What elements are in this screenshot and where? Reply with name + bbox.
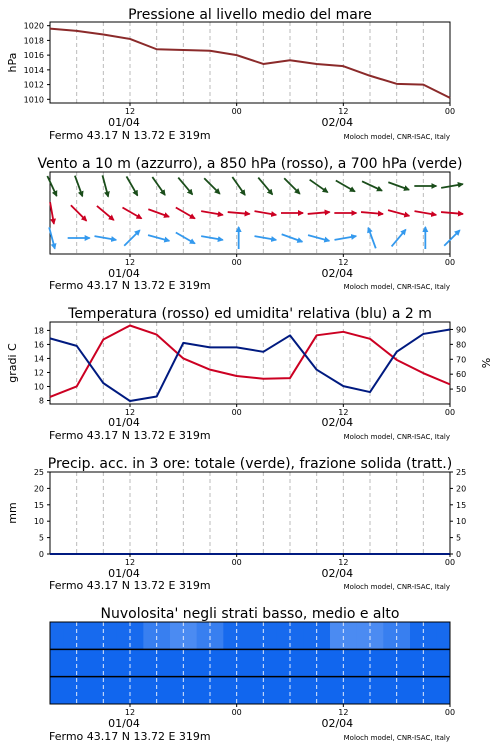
panel-title: Pressione al livello medio del mare <box>128 7 372 23</box>
model-label: Moloch model, CNR-ISAC, Italy <box>343 283 450 291</box>
y-tick-label: 20 <box>33 484 44 494</box>
x-tick-label: 00 <box>444 558 456 567</box>
x-tick-label: 12 <box>124 708 136 717</box>
wind-arrow <box>148 235 169 241</box>
wind-arrow <box>95 236 117 240</box>
wind-arrow <box>176 208 195 219</box>
wind-arrow <box>75 176 83 197</box>
y-tick-label: 1016 <box>23 51 44 61</box>
wind-arrow <box>284 178 300 194</box>
y-tick-label-right: 90 <box>456 325 467 335</box>
x-tick-label: 00 <box>444 107 456 116</box>
date-label: 01/04 <box>108 717 140 730</box>
y-tick-label-right: 20 <box>456 484 467 494</box>
y-tick-label-right: 50 <box>456 385 467 395</box>
y-tick-label: 16 <box>33 340 44 350</box>
y-tick-label-right: 5 <box>456 533 462 543</box>
model-label: Moloch model, CNR-ISAC, Italy <box>343 734 450 742</box>
date-label: 01/04 <box>108 416 140 429</box>
x-tick-label: 00 <box>231 708 242 717</box>
y-axis-label-right: % <box>480 357 493 369</box>
x-tick-label: 00 <box>444 258 456 267</box>
date-label: 01/04 <box>108 116 140 129</box>
x-tick-label: 12 <box>124 107 136 116</box>
y-tick-label: 0 <box>38 550 44 559</box>
wind-arrow <box>201 236 223 240</box>
wind-arrow <box>50 202 54 224</box>
wind-arrow <box>368 228 376 249</box>
wind-arrow <box>127 176 138 195</box>
y-axis-label: mm <box>6 502 19 524</box>
x-tick-label: 00 <box>231 408 242 417</box>
x-tick-label: 12 <box>338 107 349 116</box>
wind-arrow <box>362 181 382 190</box>
y-tick-label-right: 0 <box>456 550 462 559</box>
location-label: Fermo 43.17 N 13.72 E 319m <box>49 279 211 292</box>
x-tick-label: 12 <box>124 558 136 567</box>
pressure-line <box>50 29 450 98</box>
location-label: Fermo 43.17 N 13.72 E 319m <box>49 579 211 592</box>
panel-wind <box>37 156 462 292</box>
plot-frame <box>50 472 450 554</box>
panel-pressure <box>6 7 455 142</box>
x-tick-label: 12 <box>338 408 349 417</box>
date-label: 01/04 <box>108 567 140 580</box>
plot-frame <box>50 22 450 103</box>
wind-arrow <box>335 236 357 240</box>
wind-arrow <box>152 177 165 195</box>
x-tick-label: 12 <box>124 408 136 417</box>
panel-precipitation <box>6 456 466 592</box>
y-tick-label: 5 <box>38 533 44 543</box>
wind-arrow <box>176 233 195 244</box>
wind-arrow <box>124 230 140 246</box>
x-tick-label: 00 <box>444 708 456 717</box>
wind-arrow <box>336 181 355 192</box>
wind-arrow <box>47 176 56 196</box>
y-tick-label: 14 <box>33 354 44 364</box>
y-tick-label: 12 <box>33 368 44 378</box>
x-tick-label: 12 <box>338 558 349 567</box>
wind-arrow <box>255 211 277 215</box>
wind-arrow <box>282 234 303 242</box>
y-tick-label: 1010 <box>23 95 44 105</box>
y-tick-label-right: 10 <box>456 517 467 527</box>
panel-clouds <box>37 606 464 743</box>
y-tick-label: 15 <box>33 500 44 510</box>
wind-arrow <box>310 180 328 193</box>
location-label: Fermo 43.17 N 13.72 E 319m <box>49 129 211 142</box>
y-tick-label: 8 <box>38 396 44 406</box>
y-tick-label: 10 <box>33 382 44 392</box>
y-tick-label: 25 <box>33 468 44 477</box>
panel-temperature <box>6 306 493 442</box>
date-label: 02/04 <box>321 416 354 429</box>
y-tick-label: 1020 <box>23 21 44 31</box>
model-label: Moloch model, CNR-ISAC, Italy <box>343 583 450 591</box>
date-label: 01/04 <box>108 267 140 280</box>
wind-arrow <box>97 206 114 220</box>
wind-arrow <box>232 177 245 195</box>
plot-frame <box>50 172 450 254</box>
location-label: Fermo 43.17 N 13.72 E 319m <box>49 429 211 442</box>
wind-arrow <box>441 212 463 214</box>
wind-arrow <box>361 212 383 214</box>
panel-title: Temperatura (rosso) ed umidita' relativa (blu) a 2 m <box>68 306 432 322</box>
panel-title: Precip. acc. in 3 ore: totale (verde), frazione solida (tratt.) <box>47 456 453 472</box>
wind-arrow <box>308 235 329 241</box>
x-tick-label: 12 <box>338 258 349 267</box>
location-label: Fermo 43.17 N 13.72 E 319m <box>49 730 211 743</box>
y-axis-label: hPa <box>6 52 19 73</box>
wind-arrow <box>228 212 250 214</box>
x-tick-label: 12 <box>338 708 349 717</box>
wind-arrow <box>308 212 330 214</box>
wind-arrow <box>415 211 437 215</box>
wind-arrow <box>204 178 220 194</box>
date-label: 02/04 <box>321 567 354 580</box>
date-label: 02/04 <box>321 267 354 280</box>
y-tick-label-right: 70 <box>456 355 467 365</box>
wind-arrow <box>388 210 409 216</box>
humidity-line <box>50 329 450 401</box>
y-axis-label: gradi C <box>6 343 19 383</box>
y-tick-label: 1012 <box>23 80 44 90</box>
y-tick-label-right: 25 <box>456 468 467 477</box>
y-tick-label-right: 15 <box>456 500 467 510</box>
y-tick-label: 1014 <box>23 65 44 75</box>
wind-arrow <box>71 205 87 221</box>
wind-arrow <box>255 236 277 240</box>
date-label: 02/04 <box>321 116 354 129</box>
y-tick-label: 10 <box>33 517 44 527</box>
wind-arrow <box>201 211 223 215</box>
wind-arrow <box>441 184 463 188</box>
panels-root <box>6 7 493 743</box>
wind-arrow <box>388 182 409 190</box>
x-tick-label: 00 <box>231 258 242 267</box>
date-label: 02/04 <box>321 717 354 730</box>
wind-arrow <box>148 209 169 217</box>
y-tick-label-right: 60 <box>456 370 467 380</box>
y-tick-label: 1018 <box>23 36 44 46</box>
model-label: Moloch model, CNR-ISAC, Italy <box>343 433 450 441</box>
y-tick-label: 18 <box>33 326 44 336</box>
x-tick-label: 00 <box>231 107 242 116</box>
wind-arrow <box>122 208 141 219</box>
x-tick-label: 00 <box>231 558 242 567</box>
wind-arrow <box>258 178 272 195</box>
wind-arrow <box>392 230 406 247</box>
wind-arrow <box>444 230 460 246</box>
wind-arrow <box>178 178 192 195</box>
x-tick-label: 12 <box>124 258 136 267</box>
panel-title: Nuvolosita' negli strati basso, medio e alto <box>100 606 400 622</box>
y-tick-label-right: 80 <box>456 340 467 350</box>
panel-title: Vento a 10 m (azzurro), a 850 hPa (rosso), a 700 hPa (verde) <box>37 156 463 172</box>
model-label: Moloch model, CNR-ISAC, Italy <box>343 133 450 141</box>
x-tick-label: 00 <box>444 408 456 417</box>
